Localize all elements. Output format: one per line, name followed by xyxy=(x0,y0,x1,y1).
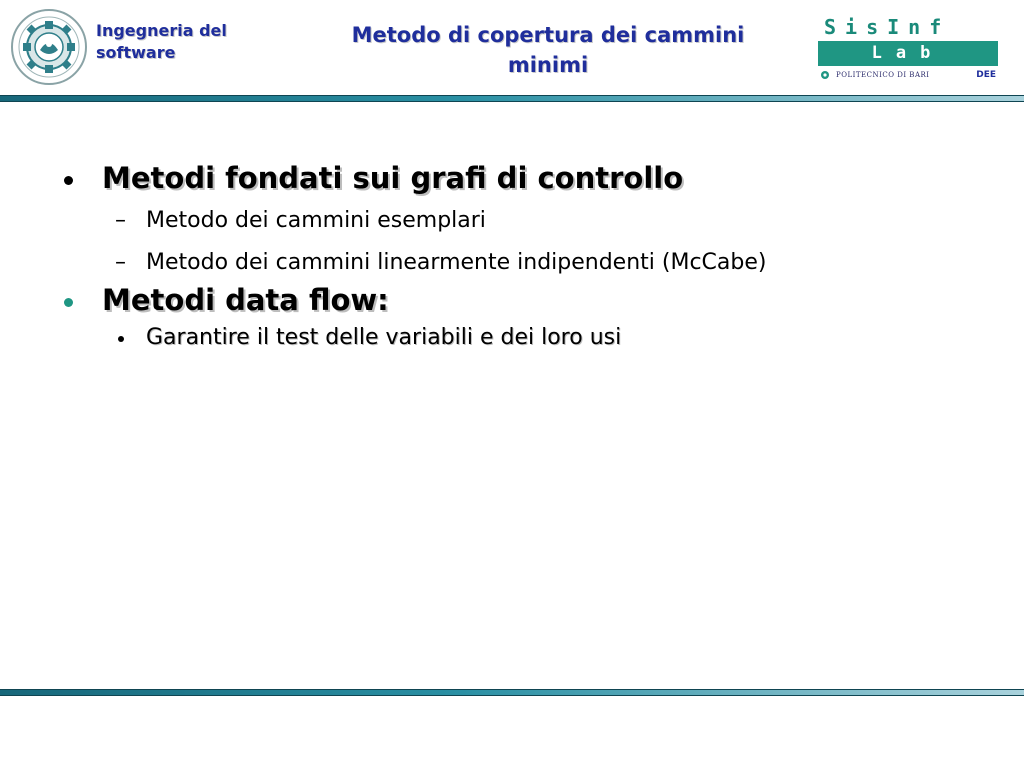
header-divider xyxy=(0,95,1024,102)
bullet-icon xyxy=(64,158,84,192)
footer-divider xyxy=(0,689,1024,696)
bullet-icon xyxy=(64,280,84,314)
sub-bullet-text: Garantire il test delle variabili e dei loro usi xyxy=(146,325,622,350)
lab-logo-name: SisInf xyxy=(824,15,951,39)
sisinf-lab-logo xyxy=(818,14,998,84)
slide-title: Metodo di copertura dei cammini minimi xyxy=(351,23,745,77)
course-title: Ingegneria del software xyxy=(96,21,227,62)
bullet-text: Metodi data flow: xyxy=(102,283,389,317)
bullet-icon xyxy=(118,336,124,342)
sub-bullet-text: Metodo dei cammini linearmente indipendenti (McCabe) xyxy=(146,250,767,275)
sub-bullet-text: Metodo dei cammini esemplari xyxy=(146,208,486,233)
slide-header xyxy=(0,0,1024,96)
gear-icon xyxy=(820,70,830,80)
lab-logo-lab: Lab xyxy=(818,41,998,66)
dash-marker: – xyxy=(115,208,126,233)
bullet-text: Metodi fondati sui grafi di controllo xyxy=(102,161,684,195)
dept-label: DEE xyxy=(976,70,996,80)
institution-label: POLITECNICO DI BARI xyxy=(836,71,930,79)
lab-logo-affiliation xyxy=(818,68,998,82)
dash-marker: – xyxy=(115,250,126,275)
politecnico-seal-icon xyxy=(10,8,88,86)
